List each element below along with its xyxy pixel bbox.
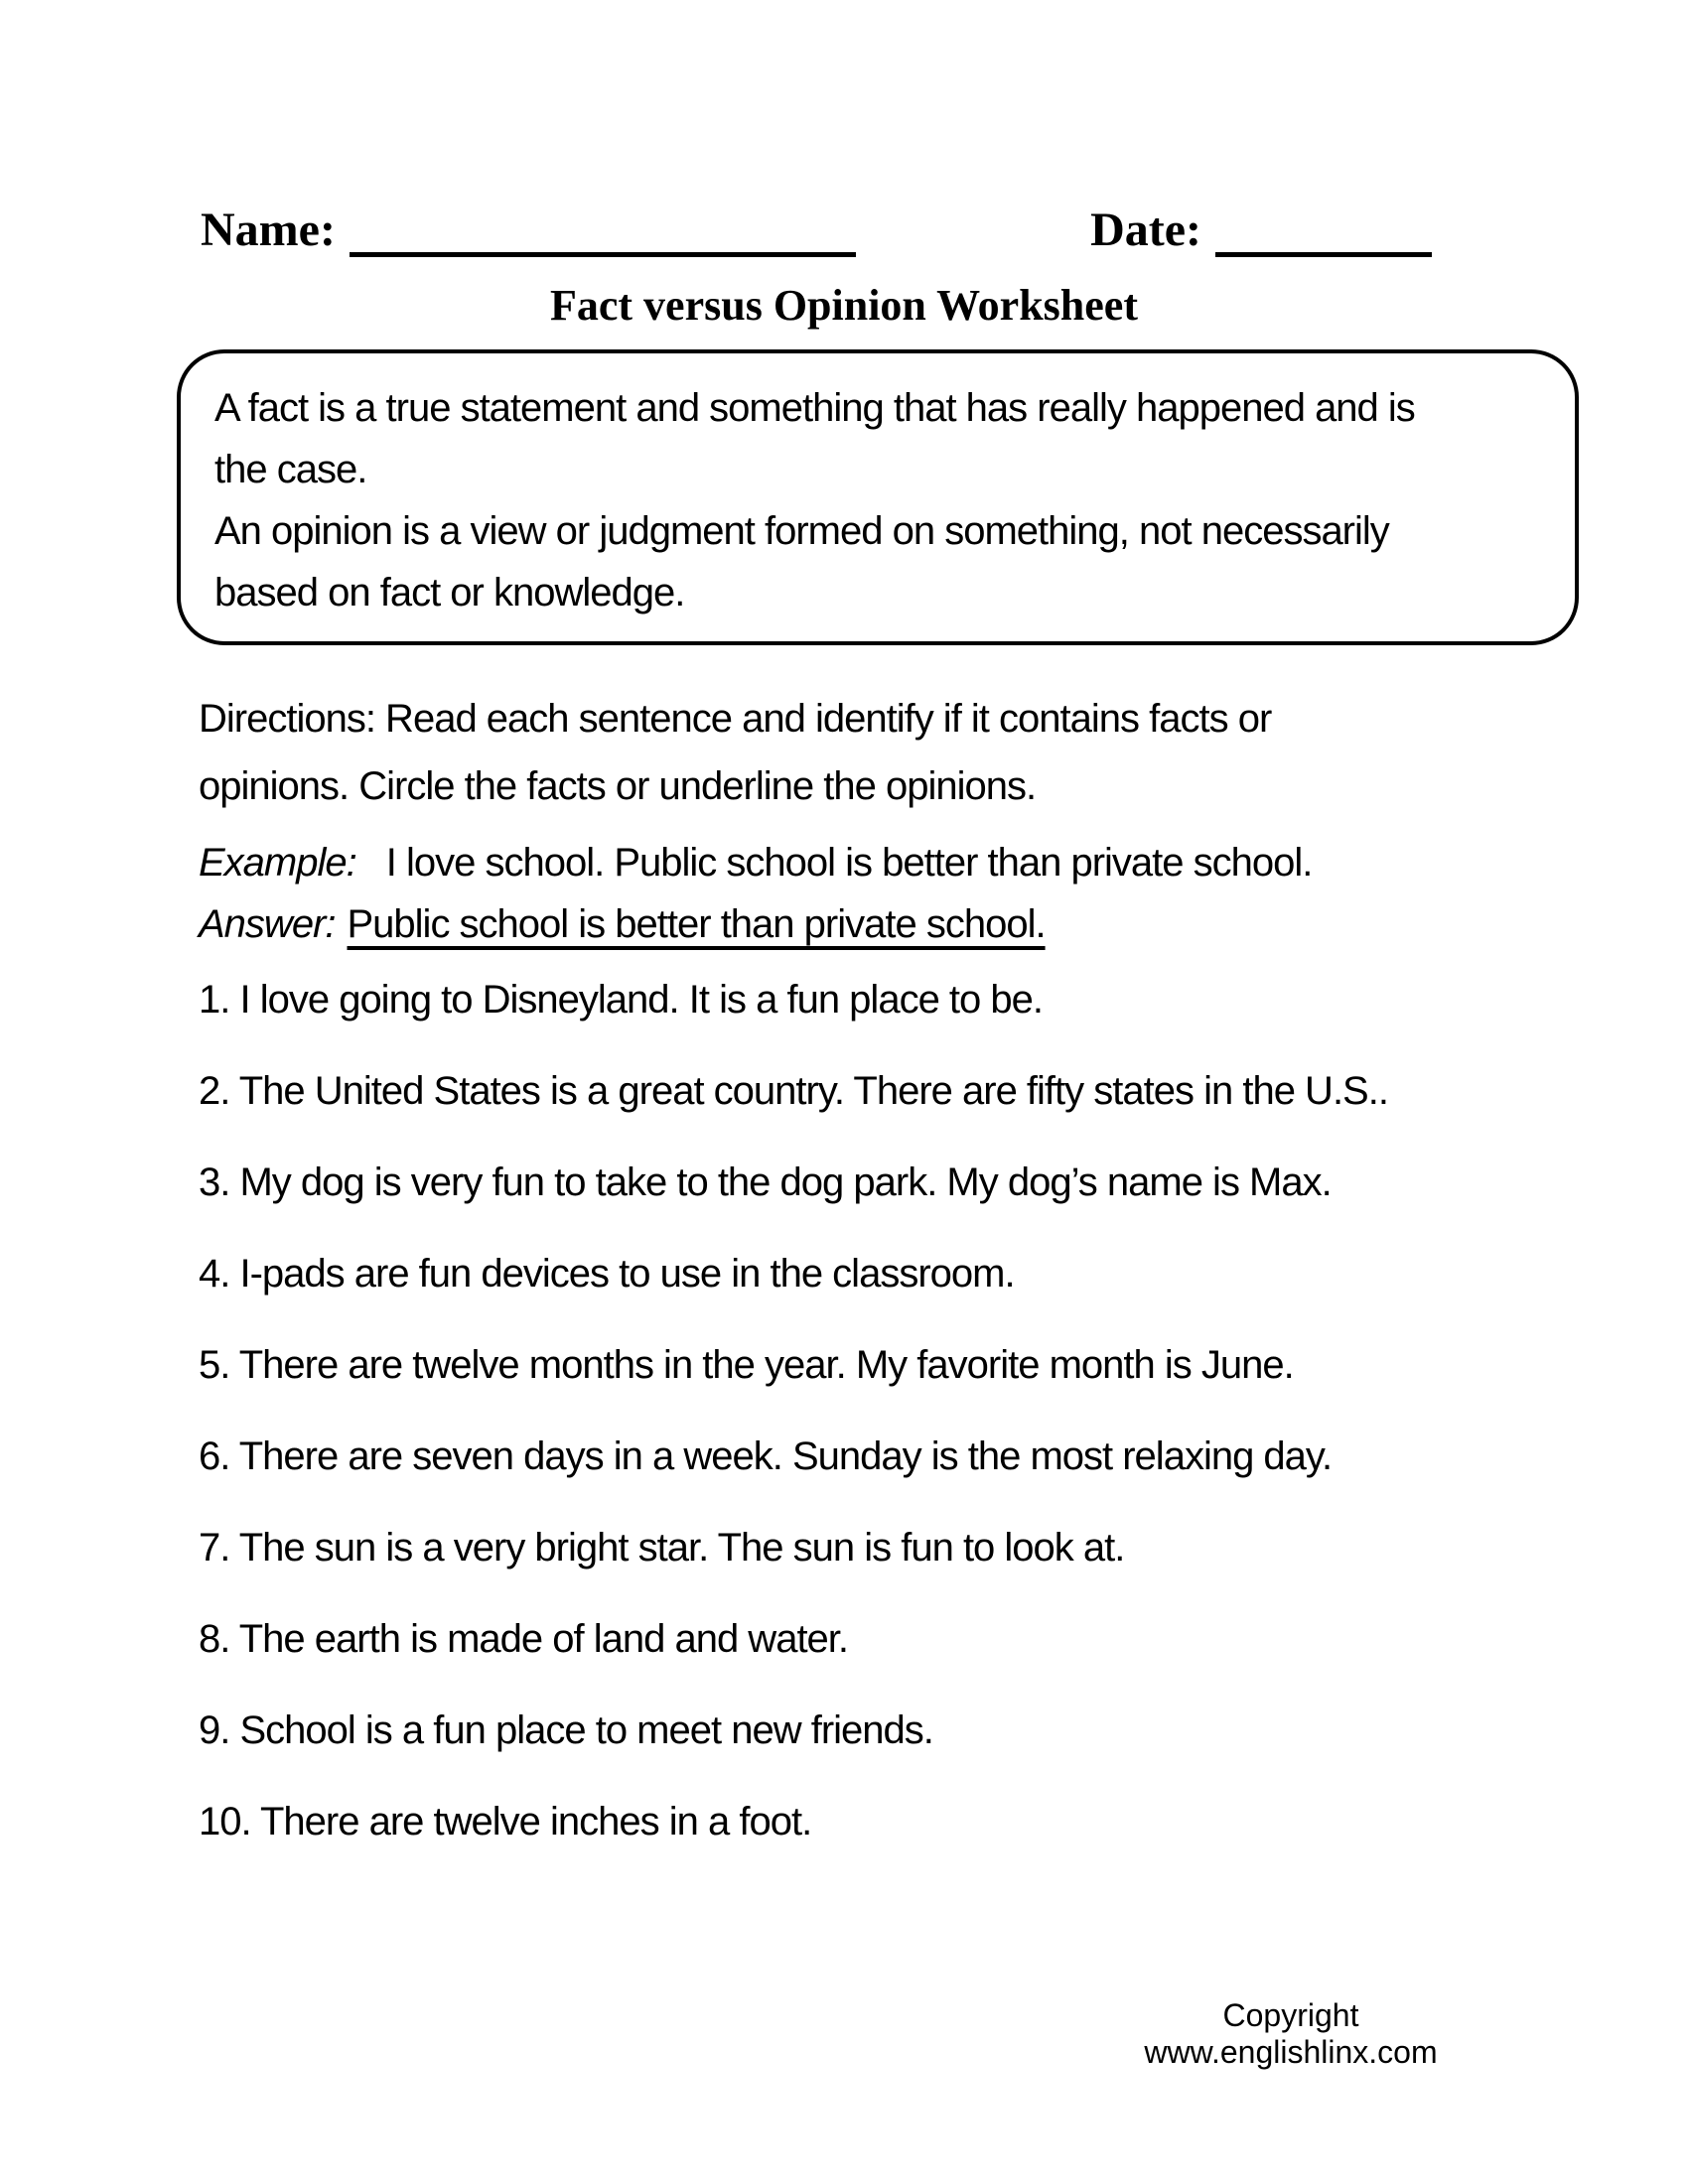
sentence-item: 9. School is a fun place to meet new friends.: [199, 1708, 933, 1752]
copyright-notice: Copyright www.englishlinx.com: [1144, 1997, 1438, 2070]
definition-line: An opinion is a view or judgment formed on something, not necessarily: [214, 509, 1389, 553]
definition-line: based on fact or knowledge.: [214, 571, 685, 614]
example-block: [199, 832, 1312, 955]
definition-line: A fact is a true statement and something that has really happened and is: [214, 386, 1415, 430]
name-label: Name:: [201, 204, 336, 256]
sentence-item: 2. The United States is a great country. There are fifty states in the U.S..: [199, 1069, 1388, 1113]
example-label: Example:: [199, 841, 356, 885]
sentence-item: 7. The sun is a very bright star. The sun is fun to look at.: [199, 1526, 1125, 1570]
header-row: [201, 205, 1432, 257]
directions: [199, 685, 1271, 820]
sentence-item: 1. I love going to Disneyland. It is a fun place to be.: [199, 978, 1043, 1022]
directions-line: Directions: Read each sentence and identify if it contains facts or: [199, 697, 1272, 741]
sentence-item: 10. There are twelve inches in a foot.: [199, 1800, 812, 1843]
sentence-item: 6. There are seven days in a week. Sunday is the most relaxing day.: [199, 1434, 1333, 1478]
sentence-item: 5. There are twelve months in the year. My favorite month is June.: [199, 1343, 1294, 1387]
name-field-group: [201, 205, 856, 257]
page-title: Fact versus Opinion Worksheet: [549, 281, 1138, 330]
sentence-item: 4. I-pads are fun devices to use in the classroom.: [199, 1252, 1015, 1296]
date-blank-line[interactable]: [1215, 208, 1432, 257]
answer-line: [199, 893, 1312, 955]
definition-box: [177, 349, 1579, 645]
date-label: Date:: [1090, 204, 1201, 256]
date-field-group: [1090, 205, 1432, 257]
definition-line: the case.: [214, 448, 367, 491]
name-blank-line[interactable]: [350, 208, 856, 257]
example-text: I love school. Public school is better than private school.: [385, 841, 1313, 885]
sentence-item: 3. My dog is very fun to take to the dog park. My dog’s name is Max.: [199, 1160, 1332, 1204]
answer-text: Public school is better than private school.: [347, 902, 1046, 946]
example-line: [199, 832, 1312, 893]
directions-line: opinions. Circle the facts or underline the opinions.: [199, 764, 1037, 808]
sentence-list: [199, 977, 1388, 1890]
sentence-item: 8. The earth is made of land and water.: [199, 1617, 849, 1661]
answer-label: Answer:: [199, 902, 336, 946]
